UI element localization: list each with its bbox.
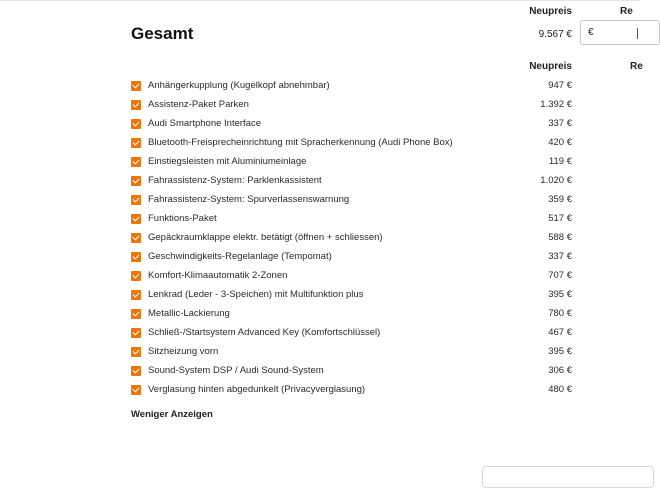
option-price: 588 € <box>548 232 572 243</box>
option-price: 517 € <box>548 213 572 224</box>
option-row[interactable] <box>131 152 572 171</box>
total-neupreis-value: 9.567 € <box>538 29 572 40</box>
checkbox[interactable] <box>131 328 141 338</box>
option-price: 1.020 € <box>540 175 572 186</box>
option-label: Komfort-Klimaautomatik 2-Zonen <box>148 270 288 281</box>
option-label: Assistenz-Paket Parken <box>148 99 249 110</box>
header-right-col-label: Re <box>620 6 633 17</box>
option-label: Gepäckraumklappe elektr. betätigt (öffnen + schliessen) <box>148 232 383 243</box>
option-label: Metallic-Lackierung <box>148 308 230 319</box>
checkbox[interactable] <box>131 347 141 357</box>
checkbox[interactable] <box>131 309 141 319</box>
option-label: Lenkrad (Leder - 3-Speichen) mit Multifunktion plus <box>148 289 364 300</box>
checkbox[interactable] <box>131 385 141 395</box>
option-row[interactable] <box>131 133 572 152</box>
checkbox[interactable] <box>131 157 141 167</box>
option-label: Fahrassistenz-System: Spurverlassenswarnung <box>148 194 350 205</box>
option-row[interactable] <box>131 361 572 380</box>
option-price: 480 € <box>548 384 572 395</box>
column-header-right: Re <box>630 61 643 72</box>
page-title: Gesamt <box>131 24 194 43</box>
option-row[interactable] <box>131 380 572 399</box>
option-row[interactable] <box>131 228 572 247</box>
option-row[interactable] <box>131 342 572 361</box>
option-row[interactable] <box>131 247 572 266</box>
checkbox[interactable] <box>131 119 141 129</box>
euro-icon: € <box>588 27 594 38</box>
checkbox[interactable] <box>131 252 141 262</box>
option-row[interactable] <box>131 285 572 304</box>
option-row[interactable] <box>131 323 572 342</box>
option-price: 119 € <box>548 156 572 167</box>
option-row[interactable] <box>131 190 572 209</box>
option-price: 359 € <box>548 194 572 205</box>
checkbox[interactable] <box>131 271 141 281</box>
option-price: 306 € <box>548 365 572 376</box>
checkbox[interactable] <box>131 195 141 205</box>
option-price: 947 € <box>548 80 572 91</box>
option-row[interactable] <box>131 209 572 228</box>
option-row[interactable] <box>131 304 572 323</box>
option-row[interactable] <box>131 114 572 133</box>
option-price: 337 € <box>548 118 572 129</box>
option-label: Bluetooth-Freisprecheinrichtung mit Spracherkennung (Audi Phone Box) <box>148 137 453 148</box>
option-price: 780 € <box>548 308 572 319</box>
option-list <box>131 76 572 399</box>
option-price: 420 € <box>548 137 572 148</box>
option-label: Geschwindigkeits-Regelanlage (Tempomat) <box>148 251 332 262</box>
checkbox[interactable] <box>131 138 141 148</box>
option-price: 337 € <box>548 251 572 262</box>
show-less-link[interactable]: Weniger Anzeigen <box>131 409 213 420</box>
option-label: Fahrassistenz-System: Parklenkassistent <box>148 175 322 186</box>
header-neupreis-label: Neupreis <box>529 6 572 17</box>
option-label: Sitzheizung vorn <box>148 346 219 357</box>
option-price: 395 € <box>548 346 572 357</box>
option-price: 467 € <box>548 327 572 338</box>
option-price: 395 € <box>548 289 572 300</box>
option-price: 1.392 € <box>540 99 572 110</box>
option-row[interactable] <box>131 171 572 190</box>
residual-value-input[interactable] <box>580 20 660 45</box>
column-header-neupreis: Neupreis <box>529 61 572 72</box>
option-row[interactable] <box>131 95 572 114</box>
option-label: Sound-System DSP / Audi Sound-System <box>148 365 324 376</box>
checkbox[interactable] <box>131 290 141 300</box>
text-cursor <box>637 28 638 39</box>
checkbox[interactable] <box>131 233 141 243</box>
option-label: Anhängerkupplung (Kugelkopf abnehmbar) <box>148 80 330 91</box>
option-label: Audi Smartphone Interface <box>148 118 262 129</box>
bottom-right-panel <box>482 466 654 488</box>
top-divider <box>0 0 640 1</box>
checkbox[interactable] <box>131 176 141 186</box>
option-label: Schließ-/Startsystem Advanced Key (Komfortschlüssel) <box>148 327 381 338</box>
option-label: Funktions-Paket <box>148 213 217 224</box>
checkbox[interactable] <box>131 214 141 224</box>
option-price: 707 € <box>548 270 572 281</box>
option-row[interactable] <box>131 76 572 95</box>
option-label: Einstiegsleisten mit Aluminiumeinlage <box>148 156 307 167</box>
option-label: Verglasung hinten abgedunkelt (Privacyverglasung) <box>148 384 366 395</box>
checkbox[interactable] <box>131 100 141 110</box>
checkbox[interactable] <box>131 366 141 376</box>
checkbox[interactable] <box>131 81 141 91</box>
option-row[interactable] <box>131 266 572 285</box>
